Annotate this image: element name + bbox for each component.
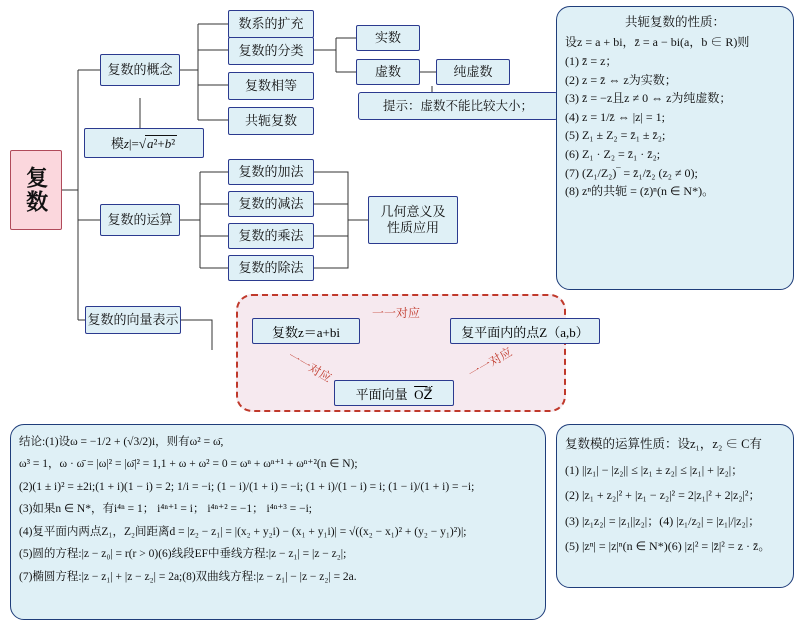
node-pure-imaginary-label: 纯虚数 bbox=[453, 64, 493, 80]
root-node bbox=[10, 150, 62, 230]
node-conjugate bbox=[228, 107, 314, 135]
conjugate-line-4: (4) z = 1/z̄ ⇔ |z| = 1; bbox=[565, 109, 665, 124]
node-equality bbox=[228, 72, 314, 100]
branch-concept-label: 复数的概念 bbox=[107, 62, 173, 78]
conjugate-panel-title: 共轭复数的性质： bbox=[624, 15, 725, 29]
tip-label: 提示：虚数不能比较大小； bbox=[382, 98, 533, 113]
node-pure-imaginary bbox=[436, 59, 510, 85]
mapping-node-point bbox=[450, 318, 600, 344]
modulus-line-1: (2) |z₁ + z₂|² + |z₁ − z₂|² = 2|z₁|² + 2|z₂|²； bbox=[565, 488, 761, 503]
conclusion-line-1: ω³ = 1，ω · ω̄ = |ω|² = |ω̄|² = 1,1 + ω + ω² = 0 = ωⁿ + ωⁿ⁺¹ + ωⁿ⁺²(n ∈ N); bbox=[19, 458, 358, 471]
node-equality-label: 复数相等 bbox=[244, 78, 297, 94]
conclusion-line-3: (3)如果n ∈ N*，有i⁴ⁿ = 1； i⁴ⁿ⁺¹ = i； i⁴ⁿ⁺² = −1； i⁴ⁿ⁺³ = −i; bbox=[19, 503, 312, 516]
conclusion-line-2: (2)(1 ± i)² = ±2i;(1 + i)(1 − i) = 2; 1/i = −i; (1 − i)/(1 + i) = −i; (1 + i)/(1 − i) = i; (1 − i)/(1 + i) = −i; bbox=[19, 480, 475, 493]
node-real-number-label: 实数 bbox=[374, 30, 401, 46]
root-label: 复数 bbox=[23, 166, 49, 214]
conclusion-panel bbox=[10, 424, 546, 620]
mapping-node-vector-label: 平面向量 $\overline{OZ}$ bbox=[355, 386, 433, 402]
node-geometric-meaning-line1: 几何意义及 bbox=[380, 204, 446, 220]
conjugate-line-1: (1) z̄̄ = z； bbox=[565, 53, 618, 68]
branch-concept bbox=[100, 54, 180, 86]
node-addition-label: 复数的加法 bbox=[238, 164, 304, 180]
mapping-label-left: 一一对应 bbox=[285, 348, 335, 385]
node-number-system-extension-label: 数系的扩充 bbox=[238, 16, 304, 32]
conclusion-line-5: (5)圆的方程:|z − z₀| = r(r > 0)(6)线段EF中垂线方程:|z − z₁| = |z − z₂|; bbox=[19, 548, 347, 561]
mapping-label-right: 一一对应 bbox=[465, 344, 515, 381]
node-subtraction bbox=[228, 191, 314, 217]
conjugate-line-5: (5) Z₁ ± Z₂ = z̄₁ ± z̄₂; bbox=[565, 128, 666, 143]
node-imaginary-number bbox=[356, 59, 420, 85]
node-classification-label: 复数的分类 bbox=[238, 43, 304, 59]
conjugate-line-8: (8) zⁿ的共轭 = (z̄)ⁿ(n ∈ N*)。 bbox=[565, 184, 715, 199]
node-division bbox=[228, 255, 314, 281]
modulus-line-2: (3) |z₁z₂| = |z₁||z₂|；(4) |z₁/z₂| = |z₁|/|z₂|； bbox=[565, 513, 761, 528]
modulus-line-0: (1) ||z₁| − |z₂|| ≤ |z₁ ± z₂| ≤ |z₁| + |z₂|； bbox=[565, 463, 744, 478]
conjugate-line-0: 设z = a + bi，z̄ = a − bi(a，b ∈ R)则 bbox=[565, 35, 750, 50]
conjugate-line-2: (2) z = z̄ ⇔ z为实数； bbox=[565, 72, 677, 87]
node-geometric-meaning-line2: 性质应用 bbox=[386, 220, 439, 235]
mapping-label-top: 一一对应 bbox=[372, 306, 421, 320]
mapping-node-complex-label: 复数z＝a+bi bbox=[272, 324, 340, 340]
conjugate-line-6: (6) Z₁ · Z₂ = z̄₁ · z̄₂; bbox=[565, 146, 661, 161]
node-multiplication bbox=[228, 223, 314, 249]
modulus-line-3: (5) |zⁿ| = |z|ⁿ(n ∈ N*)(6) |z|² = |z̄|² = z · z̄。 bbox=[565, 538, 771, 553]
node-number-system-extension bbox=[228, 10, 314, 38]
node-conjugate-label: 共轭复数 bbox=[244, 113, 297, 129]
conjugate-line-3: (3) z̄ = −z且z ≠ 0 ⇔ z为纯虚数； bbox=[565, 91, 732, 106]
branch-vector bbox=[85, 306, 181, 334]
node-imaginary-number-label: 虚数 bbox=[374, 64, 401, 80]
branch-vector-label: 复数的向量表示 bbox=[87, 312, 179, 328]
mapping-node-complex bbox=[252, 318, 360, 344]
node-modulus-label: 模z|=√a²+b² bbox=[110, 135, 176, 151]
vector-oz: $\overline{OZ}$ bbox=[414, 386, 433, 402]
mapping-node-point-label: 复平面内的点Z（a,b） bbox=[461, 324, 589, 340]
node-subtraction-label: 复数的减法 bbox=[238, 196, 304, 212]
conclusion-line-6: (7)椭圆方程:|z − z₁| + |z − z₂| = 2a;(8)双曲线方程:|z − z₁| − |z − z₂| = 2a. bbox=[19, 570, 357, 583]
branch-operation bbox=[100, 204, 180, 236]
conjugate-properties-panel bbox=[556, 6, 794, 290]
tip-box bbox=[358, 92, 558, 120]
node-real-number bbox=[356, 25, 420, 51]
node-division-label: 复数的除法 bbox=[238, 260, 304, 276]
modulus-panel-title: 复数模的运算性质：设z₁，z₂ ∈ C有 bbox=[565, 437, 762, 451]
mapping-node-vector bbox=[334, 380, 454, 406]
node-modulus bbox=[84, 128, 204, 158]
conjugate-line-7: (7) (Z₁/Z₂)‾ = z̄₁/z̄₂ (z₂ ≠ 0); bbox=[565, 165, 698, 180]
node-classification bbox=[228, 37, 314, 65]
conclusion-line-4: (4)复平面内两点Z₁，Z₂间距离d = |z₂ − z₁| = |(x₂ + y₂i) − (x₁ + y₁i)| = √((x₂ − x₁)² + (y₂ − y₁)²)|; bbox=[19, 525, 467, 538]
modulus-properties-panel bbox=[556, 424, 794, 588]
node-addition bbox=[228, 159, 314, 185]
conclusion-line-0: 结论:(1)设ω = −1/2 + (√3/2)i，则有ω² = ω̄, bbox=[19, 436, 224, 448]
node-geometric-meaning bbox=[368, 196, 458, 244]
branch-operation-label: 复数的运算 bbox=[107, 212, 173, 228]
node-multiplication-label: 复数的乘法 bbox=[238, 228, 304, 244]
